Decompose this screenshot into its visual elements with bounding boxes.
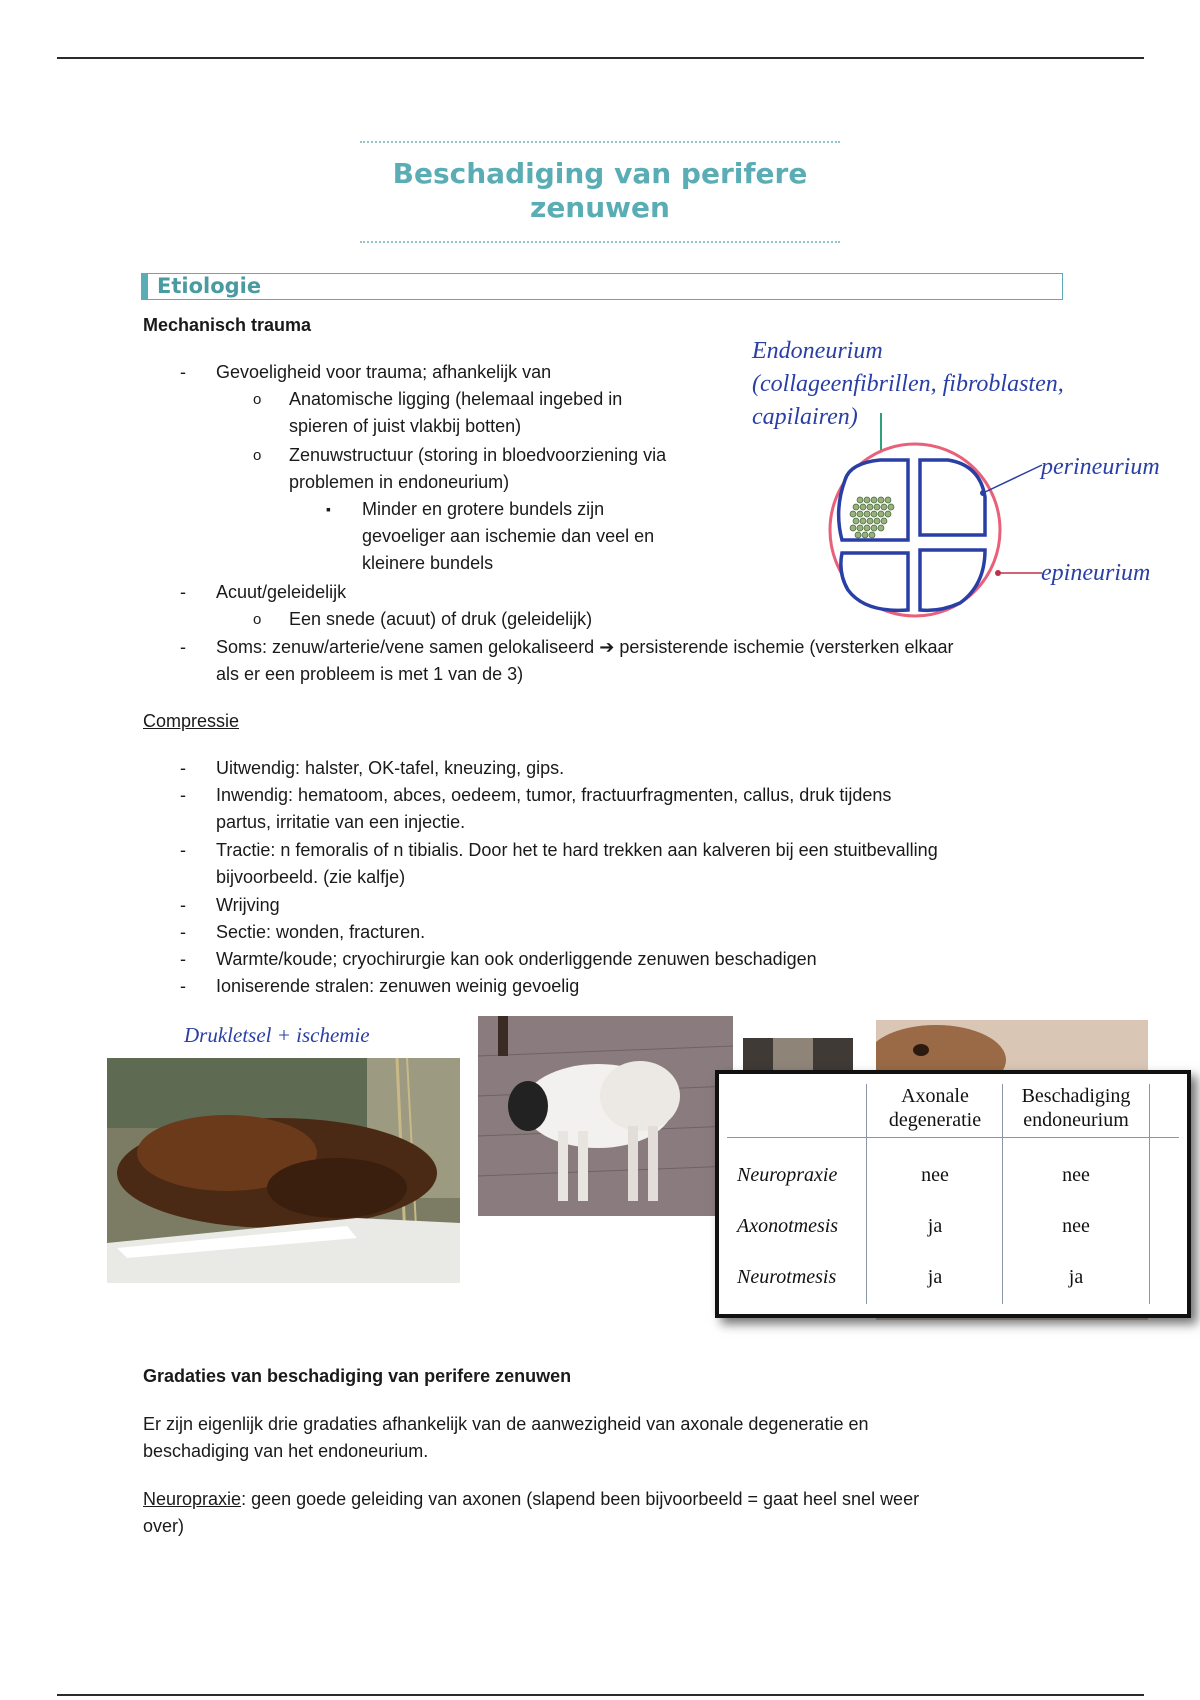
table-row-label: Neuropraxie: [737, 1164, 838, 1186]
header-text: Beschadiging: [1021, 1085, 1131, 1107]
fascicle: [920, 460, 985, 535]
title-bottom-border: [360, 241, 840, 243]
dash-bullet: -: [180, 895, 186, 915]
list-item: Gevoeligheid voor trauma; afhankelijk van: [216, 362, 552, 382]
dash-bullet: -: [180, 362, 186, 382]
paragraph-line: beschadiging van het endoneurium.: [143, 1441, 429, 1461]
list-item: spieren of juist vlakbij botten): [289, 416, 522, 436]
table-cell: ja: [927, 1215, 943, 1237]
list-item: kleinere bundels: [362, 553, 494, 573]
circle-bullet: o: [253, 611, 262, 628]
list-item: als er een probleem is met 1 van de 3): [216, 664, 524, 684]
calf-photo: [478, 1016, 733, 1216]
neuropraxie-text: : geen goede geleiding van axonen (slapend been bijvoorbeeld = gaat heel snel weer: [241, 1489, 920, 1509]
epineurium-pointer-dot: [995, 570, 1001, 576]
fascicle: [841, 553, 908, 610]
fascicle: [920, 550, 985, 610]
square-bullet: ▪: [326, 501, 331, 517]
list-item: Zenuwstructuur (storing in bloedvoorziening via: [289, 445, 667, 465]
list-item: Minder en grotere bundels zijn: [362, 499, 605, 519]
horse-photo: [107, 1058, 460, 1283]
table-header-endoneurium: [1005, 1084, 1147, 1132]
list-item: Een snede (acuut) of druk (geleidelijk): [289, 609, 593, 629]
dash-bullet: -: [180, 922, 186, 942]
endoneurium-label: (collageenfibrillen, fibroblasten,: [752, 371, 1064, 397]
list-item: [216, 634, 953, 661]
table-row-label: Neurotmesis: [737, 1266, 837, 1288]
circle-bullet: o: [253, 447, 262, 464]
list-item: Uitwendig: halster, OK-tafel, kneuzing, gips.: [216, 758, 565, 778]
table-cell: ja: [1068, 1266, 1084, 1288]
gradaties-heading: Gradaties van beschadiging van perifere zenuwen: [143, 1366, 572, 1386]
dash-bullet: -: [180, 637, 186, 657]
list-item: Tractie: n femoralis of n tibialis. Door het te hard trekken aan kalveren bij een stuitbevalling: [216, 840, 938, 860]
endoneurium-label: Endoneurium: [752, 338, 883, 364]
nerve-cross-section-diagram: [820, 405, 1050, 625]
neuropraxie-term: Neuropraxie: [143, 1489, 242, 1509]
list-item: Anatomische ligging (helemaal ingebed in: [289, 389, 623, 409]
page-title: [360, 143, 840, 241]
paragraph-line: Er zijn eigenlijk drie gradaties afhankelijk van de aanwezigheid van axonale degeneratie en: [143, 1414, 869, 1434]
dash-bullet: -: [180, 758, 186, 778]
table-cell: ja: [927, 1266, 943, 1288]
endoneurium-label: capilairen): [752, 404, 858, 430]
perineurium-label: perineurium: [1041, 454, 1160, 480]
list-item: Ioniserende stralen: zenuwen weinig gevoelig: [216, 976, 580, 996]
perineurium-pointer-dot: [980, 490, 986, 496]
epineurium-label: epineurium: [1041, 560, 1151, 586]
dash-bullet: -: [180, 949, 186, 969]
table-cell: nee: [1062, 1164, 1090, 1186]
table-row-label: Axonotmesis: [737, 1215, 839, 1237]
perineurium-pointer: [983, 465, 1042, 493]
section-heading: Etiologie: [157, 274, 262, 298]
document-title-block: [360, 141, 840, 243]
photo-caption: Drukletsel + ischemie: [184, 1023, 370, 1047]
arrow-icon: ➔: [599, 637, 615, 657]
list-item: problemen in endoneurium): [289, 472, 510, 492]
header-text: endoneurium: [1023, 1109, 1129, 1131]
list-item: Sectie: wonden, fracturen.: [216, 922, 426, 942]
section-heading-box: [141, 273, 1063, 300]
table-cell: nee: [1062, 1215, 1090, 1237]
list-item: partus, irritatie van een injectie.: [216, 812, 466, 832]
paragraph-line: [143, 1486, 919, 1513]
table-header-axonale: [869, 1084, 1001, 1132]
paragraph-line: over): [143, 1516, 185, 1536]
list-item-part: Soms: zenuw/arterie/vene samen gelokaliseerd: [216, 637, 595, 657]
list-item: Acuut/geleidelijk: [216, 582, 347, 602]
dash-bullet: -: [180, 976, 186, 996]
circle-bullet: o: [253, 391, 262, 408]
gradations-table: [715, 1070, 1191, 1318]
header-rule: [57, 57, 1144, 59]
mechanisch-heading: Mechanisch trauma: [143, 315, 312, 335]
compressie-heading: Compressie: [143, 711, 240, 731]
list-item-part: persisterende ischemie (versterken elkaar: [619, 637, 954, 657]
dash-bullet: -: [180, 840, 186, 860]
table-cell: nee: [921, 1164, 949, 1186]
footer-rule: [57, 1694, 1144, 1696]
title-line-1: Beschadiging van perifere: [392, 157, 808, 190]
dash-bullet: -: [180, 582, 186, 602]
list-item: gevoeliger aan ischemie dan veel en: [362, 526, 655, 546]
list-item: Inwendig: hematoom, abces, oedeem, tumor, fractuurfragmenten, callus, druk tijdens: [216, 785, 892, 805]
title-line-2: zenuwen: [530, 191, 670, 224]
header-text: Axonale: [901, 1085, 969, 1107]
header-text: degeneratie: [888, 1109, 982, 1131]
list-item: bijvoorbeeld. (zie kalfje): [216, 867, 406, 887]
dash-bullet: -: [180, 785, 186, 805]
list-item: Warmte/koude; cryochirurgie kan ook onderliggende zenuwen beschadigen: [216, 949, 817, 969]
list-item: Wrijving: [216, 895, 280, 915]
